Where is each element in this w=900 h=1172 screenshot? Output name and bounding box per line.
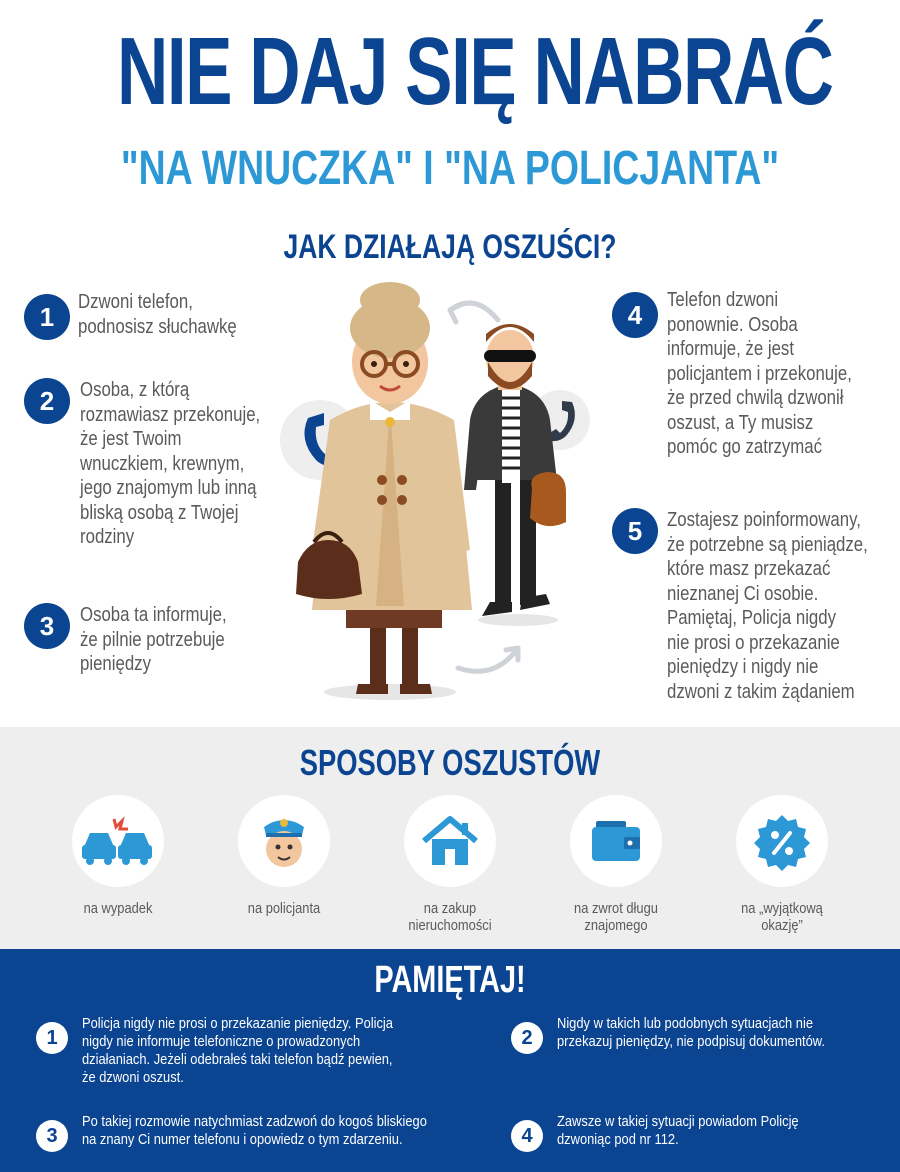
grandma [296,282,472,694]
methods-heading: SPOSOBY OSZUSTÓW [299,742,601,783]
how-scammers-work-heading: JAK DZIAŁAJĄ OSZUŚCI? [283,228,617,266]
subtitle: "NA WNUCZKA" I "NA POLICJANTA" [120,142,780,195]
step-number-1: 1 [24,294,70,340]
method-special-offer [697,795,867,934]
remember-item-3: Po takiej rozmowie natychmiast zadzwoń do kogoś bliskiego na znany Ci numer telefonu i opowiedz o tym zdarzeniu. [82,1113,427,1148]
step-number-5: 5 [612,508,658,554]
step-3-text: Osoba ta informuje, że pilnie potrzebuje pieniędzy [80,604,227,675]
method-real-estate [365,795,535,934]
scam-illustration [270,280,630,710]
method-police [199,795,369,917]
method-police-circle [238,795,330,887]
remember-number-4: 4 [511,1120,543,1152]
wallet-icon [570,795,662,887]
method-police-label: na policjanta [247,900,321,917]
remember-item-4: Zawsze w takiej sytuacji powiadom Policję dzwoniąc pod nr 112. [557,1113,799,1148]
step-number-3: 3 [24,603,70,649]
method-special-offer-circle [736,795,828,887]
step-number-2: 2 [24,378,70,424]
remember-item-1: Policja nigdy nie prosi o przekazanie pieniędzy. Policja nigdy nie informuje telefoniczne o prowadzonych działaniach. Jeżeli odebrałeś taki telefon bądź pewien, że dzwoni oszust. [82,1015,393,1086]
remember-heading: PAMIĘTAJ! [374,959,526,1001]
step-number-4: 4 [612,292,658,338]
step-4-text: Telefon dzwoni ponownie. Osoba informuje, że jest policjantem i przekonuje, że przed chwilą dzwonił oszust, a Ty musisz pomóc go zatrzymać [667,289,852,458]
remember-number-1: 1 [36,1022,68,1054]
police-officer-icon [238,795,330,887]
method-accident-circle [72,795,164,887]
method-accident [33,795,203,917]
method-real-estate-circle [404,795,496,887]
method-real-estate-label: na zakup nieruchomości [408,900,492,934]
method-debt-label: na zwrot długu znajomego [574,900,658,934]
main-title: NIE DAJ SIĘ NABRAĆ [117,18,833,125]
step-5-text: Zostajesz poinformowany, że potrzebne są pieniądze, które masz przekazać nieznanej Ci osobie. Pamiętaj, Policja nigdy nie prosi o przekazanie pieniędzy i nigdy nie dzwoni z takim żądaniem [667,509,868,703]
house-icon [404,795,496,887]
method-special-offer-label: na „wyjątkową okazję” [741,900,823,934]
percent-badge-icon [736,795,828,887]
remember-item-2: Nigdy w takich lub podobnych sytuacjach nie przekazuj pieniędzy, nie podpisuj dokumentów. [557,1015,825,1050]
step-1-text: Dzwoni telefon, podnosisz słuchawkę [78,291,237,338]
remember-number-2: 2 [511,1022,543,1054]
method-debt-circle [570,795,662,887]
method-accident-label: na wypadek [83,900,153,917]
scammer-man [464,324,566,616]
cycle-arrow-top-icon [450,303,498,322]
car-crash-icon [72,795,164,887]
cycle-arrow-bottom-icon [458,648,518,671]
step-2-text: Osoba, z którą rozmawiasz przekonuje, że jest Twoim wnuczkiem, krewnym, jego znajomym lub inną bliską osobą z Twojej rodziny [80,379,261,548]
method-debt [531,795,701,934]
brown-bag [530,472,566,526]
remember-number-3: 3 [36,1120,68,1152]
